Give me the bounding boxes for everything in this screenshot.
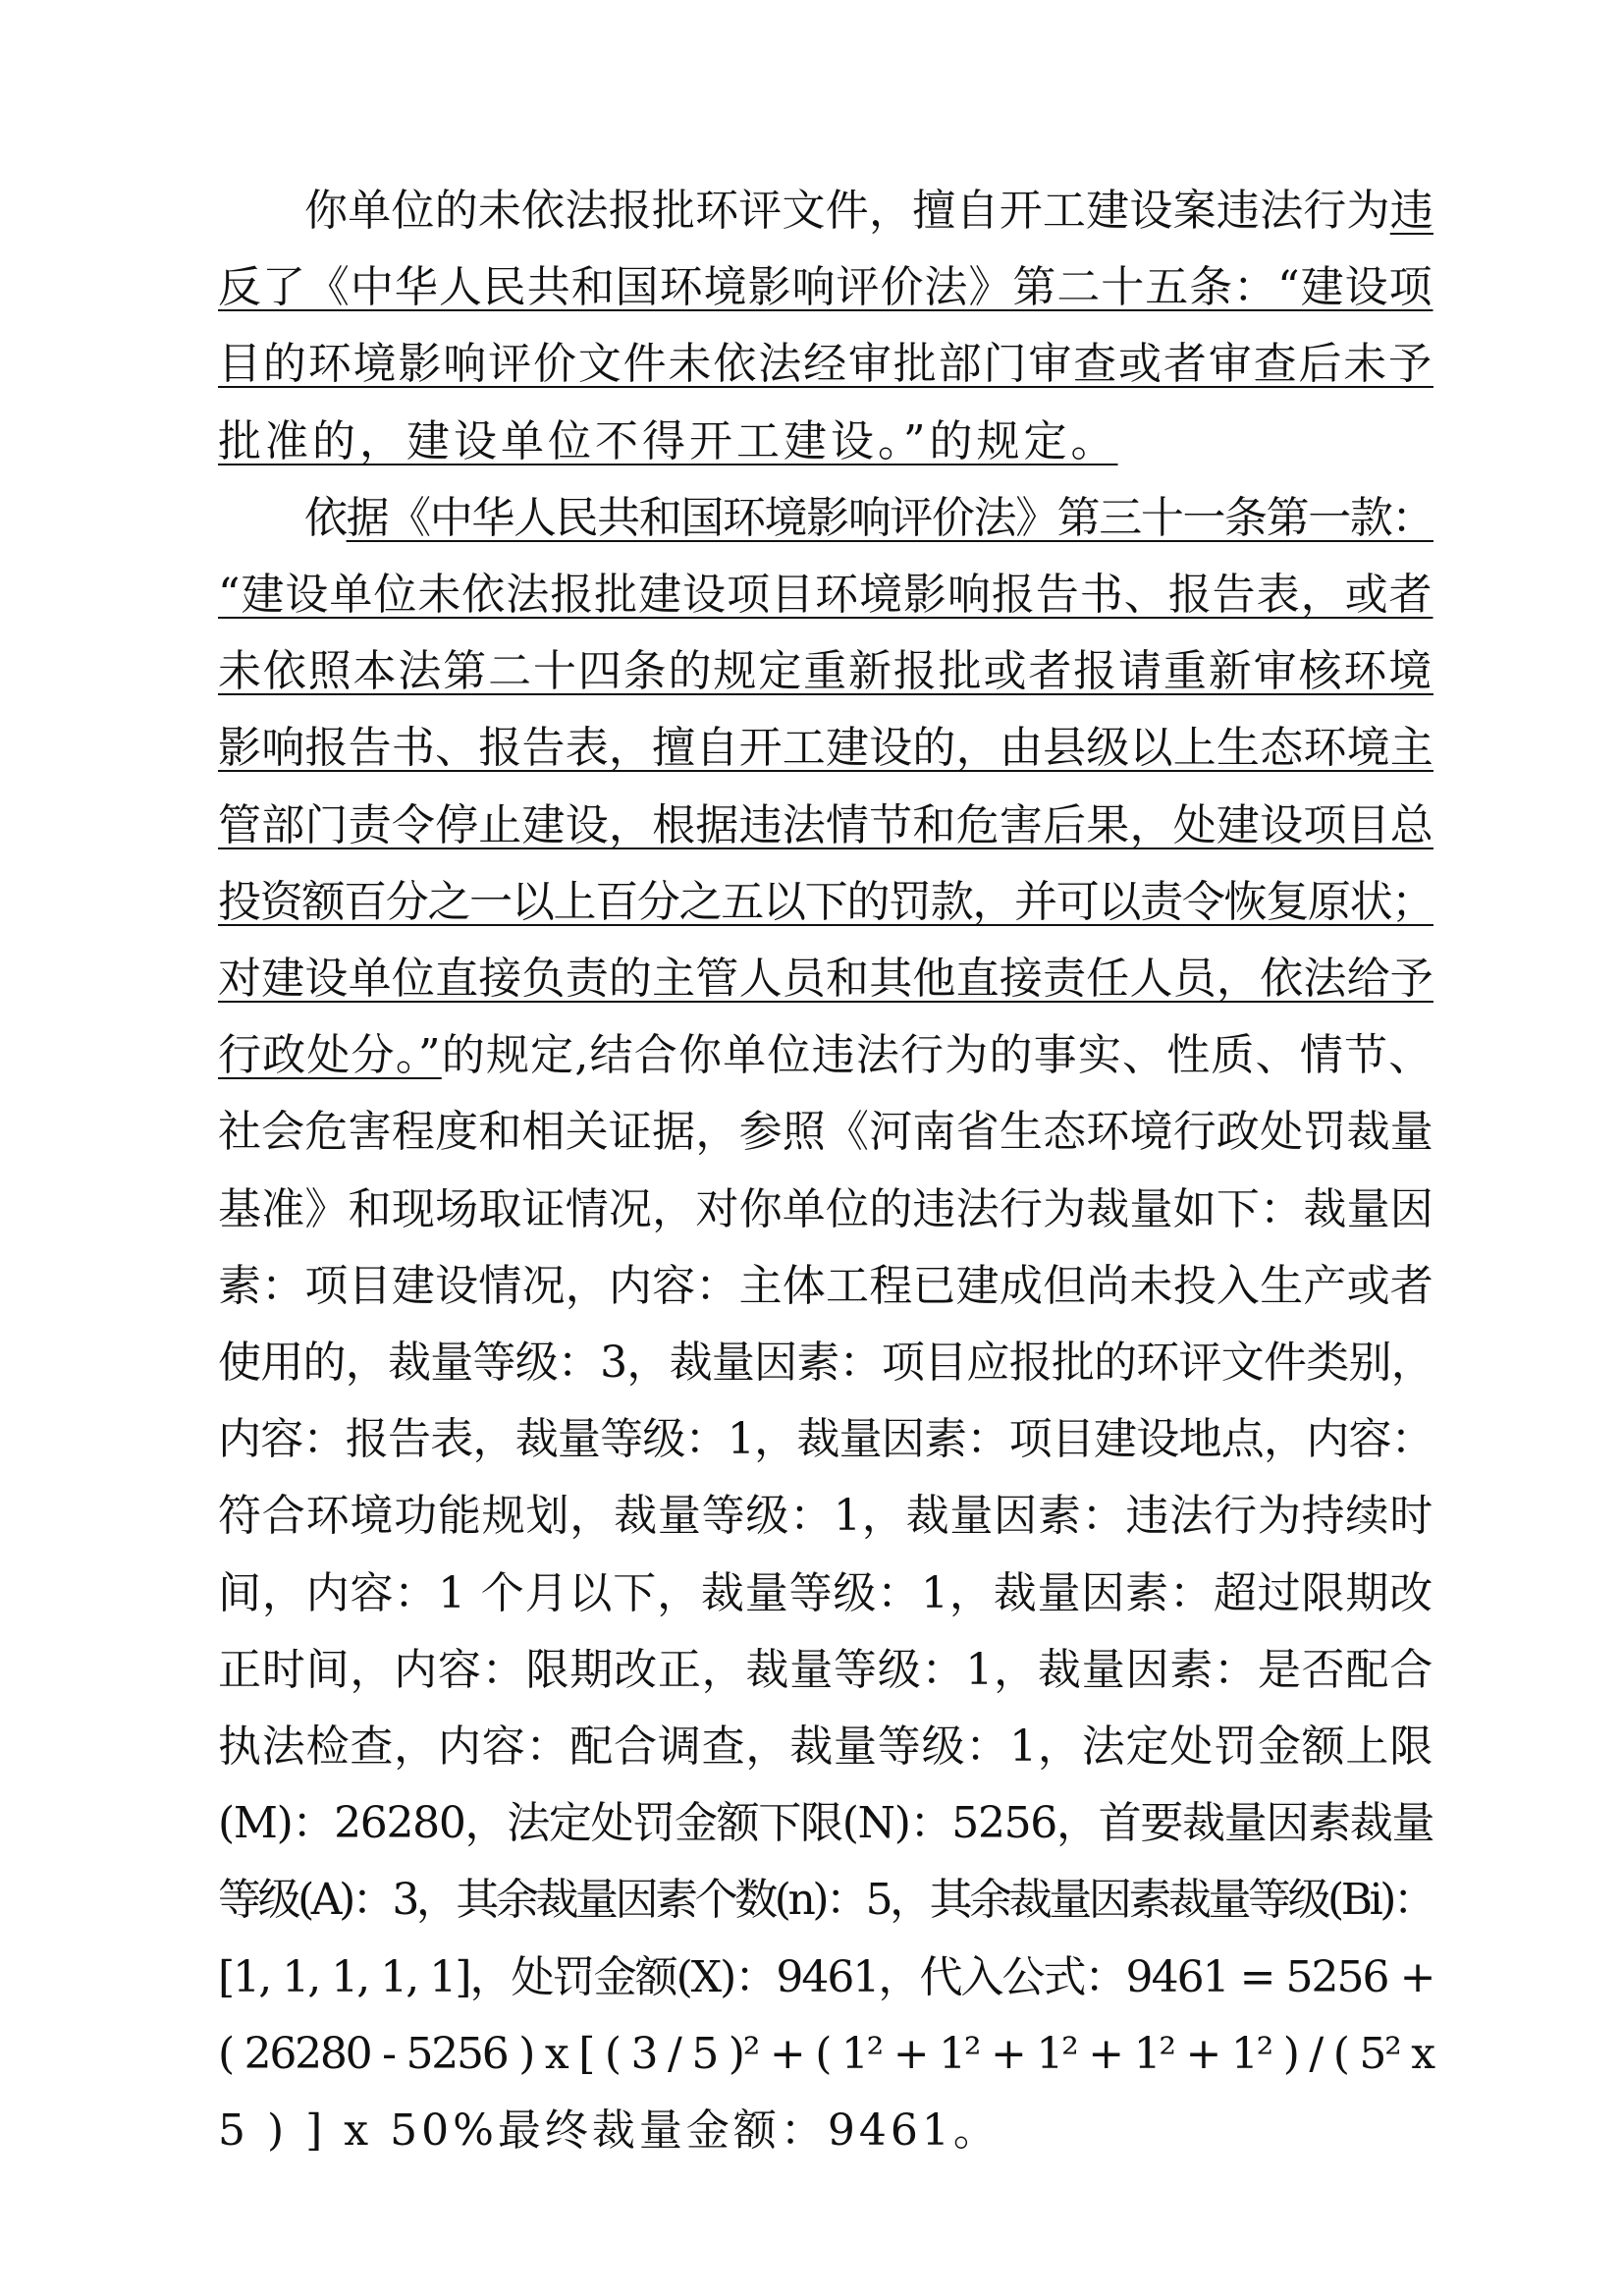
text-line: [218, 335, 1433, 394]
text-segment: (M)：26280，法定处罚金额下限(N)：5256，首要裁量因素裁量: [218, 1798, 1434, 1849]
text-segment: 社会危害程度和相关证据，参照《河南省生态环境行政处罚裁量: [218, 1107, 1433, 1158]
underlined-text: 未依照本法第二十四条的规定重新报批或者报请重新审核环境: [218, 646, 1433, 697]
text-segment: 的规定,结合你单位违法行为的事实、性质、情节、: [441, 1030, 1433, 1081]
underlined-text: 目的环境影响评价文件未依法经审批部门审查或者审查后未予: [218, 339, 1433, 390]
text-line: [304, 489, 1433, 548]
text-line: [218, 1334, 1433, 1393]
text-line: [218, 796, 1433, 855]
text-line: [218, 258, 1433, 317]
text-line: [218, 1026, 1433, 1085]
text-line: [218, 1487, 1433, 1546]
text-line: [218, 1948, 1433, 2007]
text-line: [218, 873, 1433, 932]
text-segment: 执法检查，内容：配合调查，裁量等级：1，法定处罚金额上限: [218, 1722, 1433, 1772]
text-line: [218, 1180, 1433, 1239]
text-line: [218, 566, 1433, 625]
text-segment: 使用的，裁量等级：3，裁量因素：项目应报批的环评文件类别，: [218, 1338, 1433, 1388]
text-line: [218, 2102, 1000, 2160]
text-segment: ( 26280 - 5256 ) x [ ( 3 / 5 )² + ( 1² + 1² + 1² + 1² + 1² ) / ( 5² x: [218, 2028, 1433, 2079]
underlined-text: 对建设单位直接负责的主管人员和其他直接责任人员，依法给予: [218, 954, 1433, 1004]
text-line: [218, 1410, 1433, 1469]
text-line: [218, 642, 1433, 701]
text-line: [218, 1257, 1433, 1316]
underlined-text: 管部门责令停止建设，根据违法情节和危害后果，处建设项目总: [218, 799, 1433, 850]
text-line: [218, 2025, 1433, 2084]
text-line: [218, 412, 1118, 471]
text-line: [304, 182, 1433, 241]
underlined-text: 投资额百分之一以上百分之五以下的罚款，并可以责令恢复原状；: [218, 876, 1433, 927]
underlined-text: 影响报告书、报告表，擅自开工建设的，由县级以上生态环境主: [218, 723, 1433, 774]
text-line: [218, 1103, 1433, 1162]
underlined-text: 行政处分。”: [218, 1030, 442, 1081]
text-line: [218, 1871, 1433, 1930]
text-segment: [1, 1, 1, 1, 1]，处罚金额(X)：9461，代入公式：9461 = 5256 +: [218, 1951, 1434, 2002]
underlined-text: 反了《中华人民共和国环境影响评价法》第二十五条：“建设项: [218, 262, 1433, 313]
underlined-text: “建设单位未依法报批建设项目环境影响报告书、报告表，或者: [218, 570, 1433, 620]
text-line: [218, 1564, 1433, 1623]
underlined-text: 违: [1389, 186, 1434, 236]
text-line: [218, 1641, 1433, 1700]
text-line: [218, 1718, 1433, 1777]
text-line: [218, 950, 1433, 1009]
underlined-text: 据《中华人民共和国环境影响评价法》第三十一条第一款：: [346, 492, 1433, 543]
text-segment: 等级(A)：3，其余裁量因素个数(n)：5，其余裁量因素裁量等级(Bi)：: [218, 1875, 1433, 1926]
text-segment: 符合环境功能规划，裁量等级：1，裁量因素：违法行为持续时: [218, 1491, 1433, 1542]
text-segment: 间，内容：1 个月以下，裁量等级：1，裁量因素：超过限期改: [218, 1567, 1433, 1618]
text-segment: 内容：报告表，裁量等级：1，裁量因素：项目建设地点，内容：: [218, 1414, 1433, 1465]
text-segment: 正时间，内容：限期改正，裁量等级：1，裁量因素：是否配合: [218, 1644, 1433, 1695]
text-segment: 依: [304, 492, 347, 543]
text-line: [218, 1794, 1433, 1853]
text-segment: 素：项目建设情况，内容：主体工程已建成但尚未投入生产或者: [218, 1260, 1433, 1311]
text-segment: 你单位的未依法报批环评文件，擅自开工建设案违法行为: [304, 186, 1390, 236]
underlined-text: 批准的，建设单位不得开工建设。”的规定。: [218, 415, 1118, 466]
text-line: [218, 719, 1433, 778]
text-segment: 基准》和现场取证情况，对你单位的违法行为裁量如下：裁量因: [218, 1183, 1433, 1234]
text-segment: 5 ) ] x 50%最终裁量金额：9461。: [218, 2105, 1000, 2156]
